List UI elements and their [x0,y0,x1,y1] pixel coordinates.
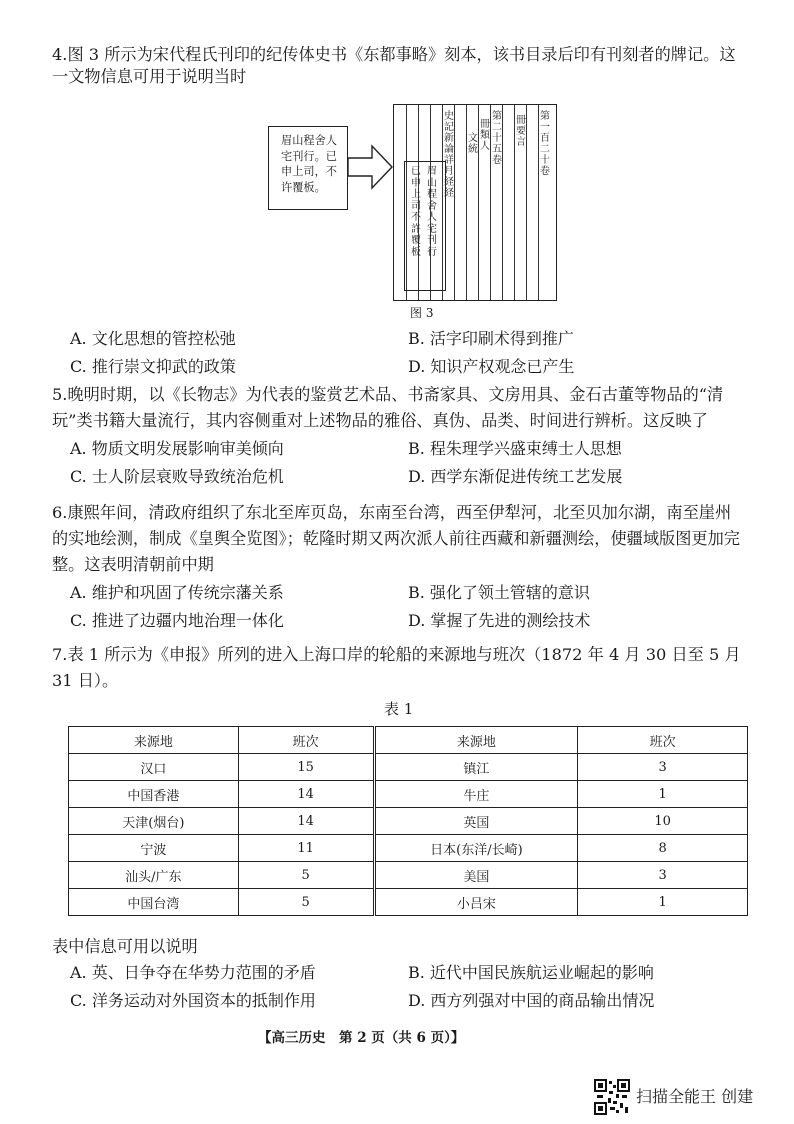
book-column: 史記新論詳月経経 [444,111,454,199]
option-c[interactable]: C. 推进了边疆内地治理一体化 [70,611,284,630]
table-header: 来源地 [69,727,239,754]
ship-origin-table [68,726,748,916]
table-cell: 镇江 [374,754,578,781]
table-header: 班次 [578,727,748,754]
table-cell: 汉口 [69,754,239,781]
table-cell: 中国香港 [69,781,239,808]
figure-caption: 图 3 [410,306,434,320]
table-header-row [69,727,748,754]
table-row [69,862,748,889]
option-c[interactable]: C. 推行崇文抑武的政策 [70,357,236,376]
qr-code-icon [594,1079,630,1115]
book-column: 第一百二十卷 [540,111,550,177]
option-a[interactable]: A. 英、日争夺在华势力范围的矛盾 [70,963,316,982]
table-cell: 美国 [374,862,578,889]
table-cell: 日本(东洋/长崎) [374,835,578,862]
table-cell: 14 [238,781,374,808]
option-d[interactable]: D. 掌握了先进的测绘技术 [408,611,591,630]
question-7-options [52,936,742,1014]
table-cell: 15 [238,754,374,781]
table-cell: 英国 [374,808,578,835]
table-row [69,781,748,808]
book-column: 文統 [468,133,478,155]
page-footer: 【高三历史 第 2 页（共 6 页）】 [258,1030,465,1046]
question-5-stem: 5.晚明时期，以《长物志》为代表的鉴赏艺术品、书斋家具、文房用具、金石古董等物品的“清玩”类书籍大量流行，其内容侧重对上述物品的雅俗、真伪、品类、时间进行辨析。这反映了 [52,385,724,430]
scanner-watermark: 扫描全能王 创建 [636,1087,754,1106]
option-a[interactable]: A. 文化思想的管控松弛 [70,329,236,348]
seal-column: 已申上司不許覆板 [411,166,421,258]
table-cell: 天津(烟台) [69,808,239,835]
option-d[interactable]: D. 西学东渐促进传统工艺发展 [408,467,623,486]
table-cell: 中国台湾 [69,889,239,916]
inscription-text: 眉山程舍人宅刊行。已申上司，不许覆板。 [281,134,337,194]
table-cell: 5 [238,862,374,889]
table-cell: 宁波 [69,835,239,862]
option-d[interactable]: D. 知识产权观念已产生 [408,357,575,376]
question-6-stem: 6.康熙年间，清政府组织了东北至库页岛，东南至台湾，西至伊犁河，北至贝加尔湖，南至崖州的实地绘测，制成《皇舆全览图》；乾隆时期又两次派人前往西藏和新疆测绘，使疆域版图更加完整。这表明清朝前中期 [52,503,740,574]
book-column: 第二十五卷 [492,111,502,166]
table-cell: 小吕宋 [374,889,578,916]
option-a[interactable]: A. 物质文明发展影响审美倾向 [70,439,284,458]
seal-column: 眉山程舍人宅刊行 [427,166,437,258]
option-b[interactable]: B. 近代中国民族航运业崛起的影响 [408,963,654,982]
table-cell: 1 [578,889,748,916]
question-6 [52,500,742,634]
arrow-right-icon [348,144,394,190]
table-cell: 3 [578,754,748,781]
table-header: 班次 [238,727,374,754]
table-row [69,754,748,781]
printer-seal [404,161,446,291]
option-c[interactable]: C. 洋务运动对外国资本的抵制作用 [70,991,316,1010]
table-cell: 11 [238,835,374,862]
book-page-illustration [393,104,557,301]
question-7-prompt: 表中信息可用以说明 [52,937,198,956]
question-4-stem: 4.图 3 所示为宋代程氏刊印的纪传体史书《东都事略》刻本，该书目录后印有刊刻者的牌记。这一文物信息可用于说明当时 [52,45,736,86]
table-cell: 14 [238,808,374,835]
figure-3 [268,104,558,320]
table-cell: 3 [578,862,748,889]
option-b[interactable]: B. 活字印刷术得到推广 [408,329,574,348]
table-row [69,889,748,916]
table-cell: 10 [578,808,748,835]
table-row [69,835,748,862]
table-cell: 8 [578,835,748,862]
question-5 [52,382,742,490]
table-caption: 表 1 [384,700,414,718]
inscription-box [268,126,348,210]
table-header: 来源地 [374,727,578,754]
table-cell: 汕头/广东 [69,862,239,889]
table-row [69,808,748,835]
option-c[interactable]: C. 士人阶层衰败导致统治危机 [70,467,284,486]
option-a[interactable]: A. 维护和巩固了传统宗藩关系 [70,583,284,602]
table-cell: 5 [238,889,374,916]
option-d[interactable]: D. 西方列强对中国的商品输出情况 [408,991,655,1010]
book-column: 冊要言 [516,115,526,148]
option-b[interactable]: B. 程朱理学兴盛束缚士人思想 [408,439,622,458]
option-b[interactable]: B. 强化了领土管辖的意识 [408,583,590,602]
question-7-stem: 7.表 1 所示为《申报》所列的进入上海口岸的轮船的来源地与班次（1872 年 4 月 30 日至 5 月 31 日）。 [52,645,741,690]
question-7 [52,642,742,694]
book-column: 冊類人 [480,119,490,152]
question-4 [52,44,742,88]
table-cell: 1 [578,781,748,808]
table-cell: 牛庄 [374,781,578,808]
